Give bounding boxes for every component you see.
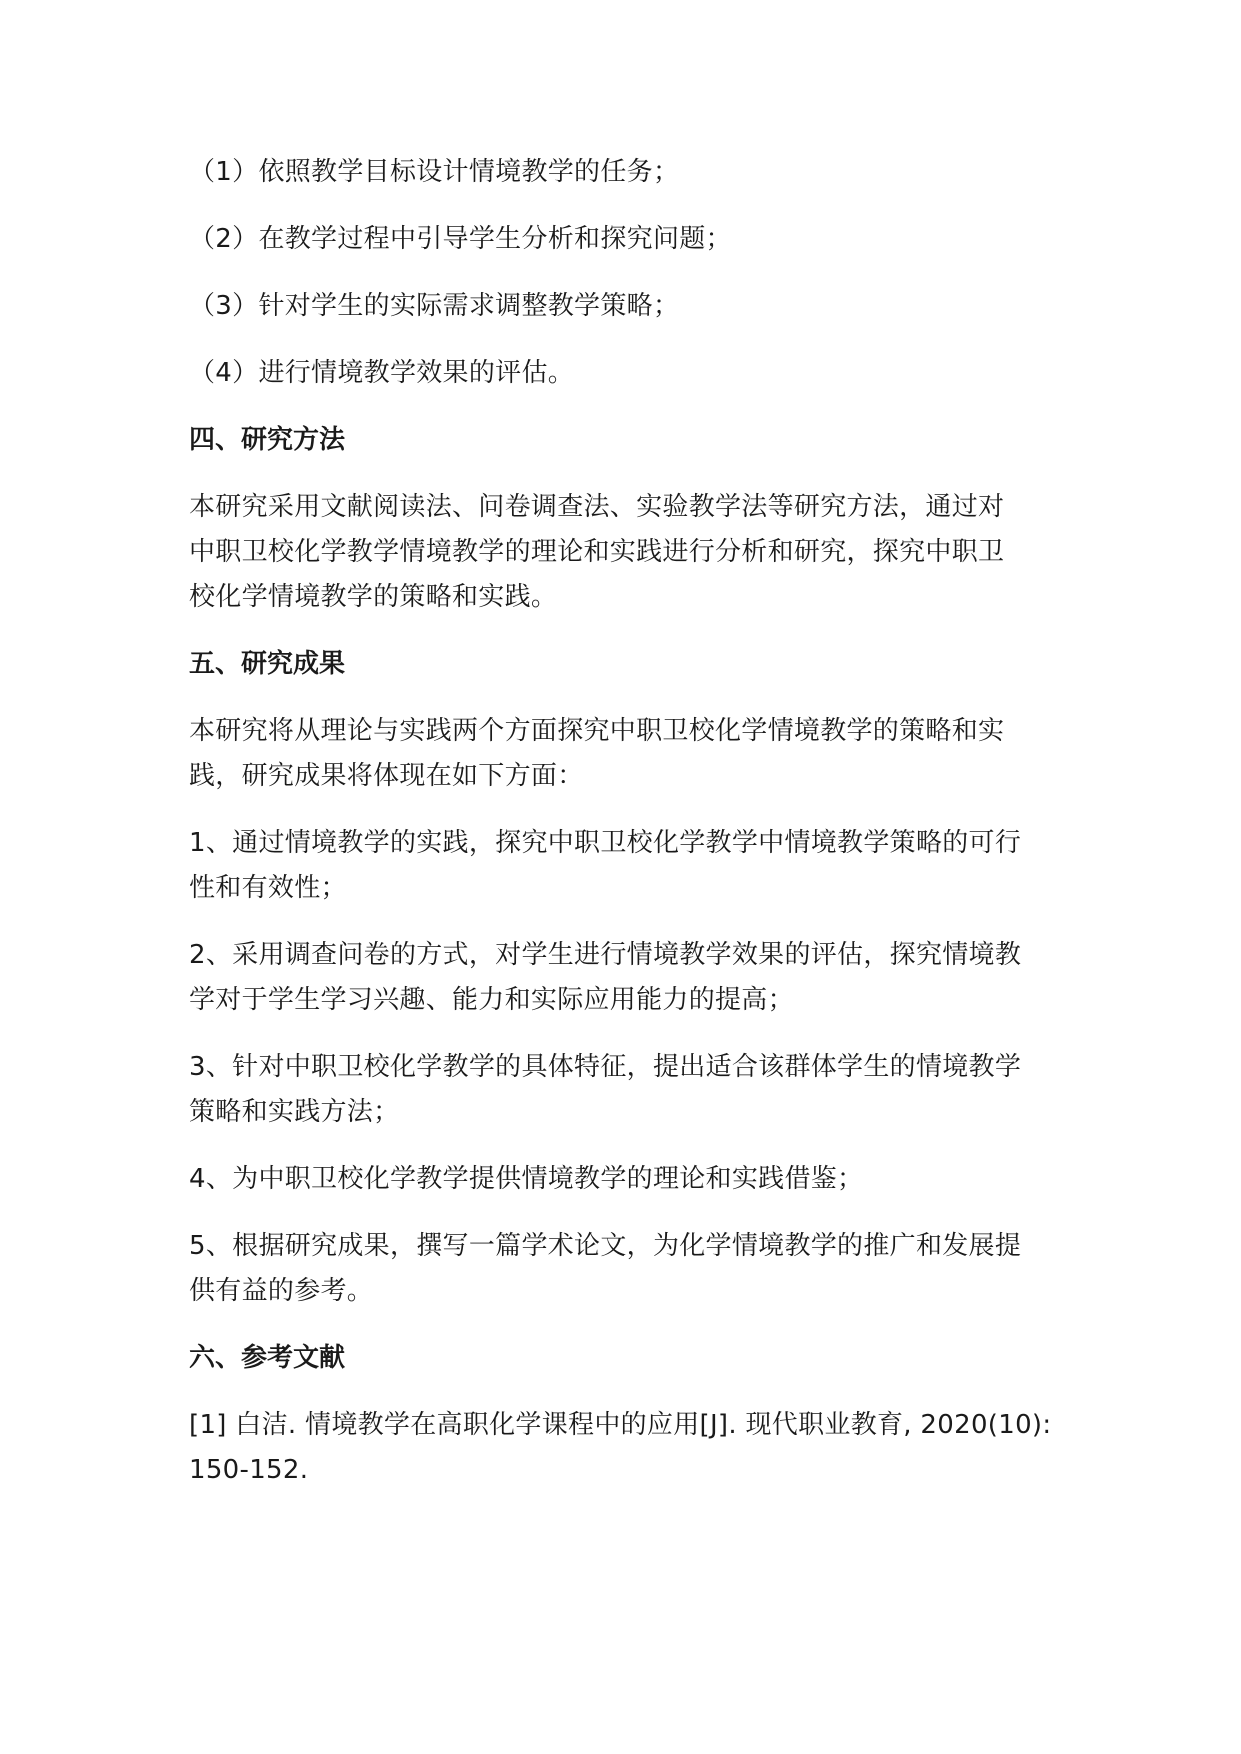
text-line: 中职卫校化学教学情境教学的理论和实践进行分析和研究，探究中职卫 [189, 537, 1005, 567]
reference-entry-1 [189, 1403, 1069, 1493]
results-item-2 [189, 933, 1069, 1023]
text-line: 践，研究成果将体现在如下方面： [189, 761, 584, 791]
list-item-4 [189, 351, 1069, 396]
heading-text: 五、研究成果 [189, 649, 346, 679]
section-heading-references [189, 1336, 1069, 1381]
methods-paragraph [189, 485, 1069, 620]
heading-text: 四、研究方法 [189, 425, 346, 455]
text-line: （3）针对学生的实际需求调整教学策略； [189, 291, 680, 321]
text-line: 5、根据研究成果，撰写一篇学术论文，为化学情境教学的推广和发展提 [189, 1231, 1022, 1261]
text-line: [1] 白洁. 情境教学在高职化学课程中的应用[J]. 现代职业教育, 2020(10): [189, 1410, 1052, 1440]
text-line: 150-152. [189, 1455, 309, 1485]
text-line: （2）在教学过程中引导学生分析和探究问题； [189, 224, 732, 254]
text-line: 1、通过情境教学的实践，探究中职卫校化学教学中情境教学策略的可行 [189, 828, 1022, 858]
text-line: 4、为中职卫校化学教学提供情境教学的理论和实践借鉴； [189, 1164, 864, 1194]
results-intro-paragraph [189, 709, 1069, 799]
text-line: 供有益的参考。 [189, 1276, 374, 1306]
document-page [189, 150, 1069, 1515]
results-item-3 [189, 1045, 1069, 1135]
results-item-5 [189, 1224, 1069, 1314]
list-item-2 [189, 217, 1069, 262]
results-item-1 [189, 821, 1069, 911]
results-item-4 [189, 1157, 1069, 1202]
text-line: 2、采用调查问卷的方式，对学生进行情境教学效果的评估，探究情境教 [189, 940, 1022, 970]
section-heading-results [189, 642, 1069, 687]
text-line: （4）进行情境教学效果的评估。 [189, 358, 575, 388]
text-line: 本研究采用文献阅读法、问卷调查法、实验教学法等研究方法，通过对 [189, 492, 1005, 522]
text-line: 校化学情境教学的策略和实践。 [189, 582, 558, 612]
section-heading-methods [189, 418, 1069, 463]
heading-text: 六、参考文献 [189, 1343, 346, 1373]
text-line: 策略和实践方法； [189, 1097, 400, 1127]
list-item-1 [189, 150, 1069, 195]
text-line: 性和有效性； [189, 873, 347, 903]
text-line: 学对于学生学习兴趣、能力和实际应用能力的提高； [189, 985, 794, 1015]
text-line: （1）依照教学目标设计情境教学的任务； [189, 157, 680, 187]
text-line: 3、针对中职卫校化学教学的具体特征，提出适合该群体学生的情境教学 [189, 1052, 1022, 1082]
text-line: 本研究将从理论与实践两个方面探究中职卫校化学情境教学的策略和实 [189, 716, 1005, 746]
list-item-3 [189, 284, 1069, 329]
